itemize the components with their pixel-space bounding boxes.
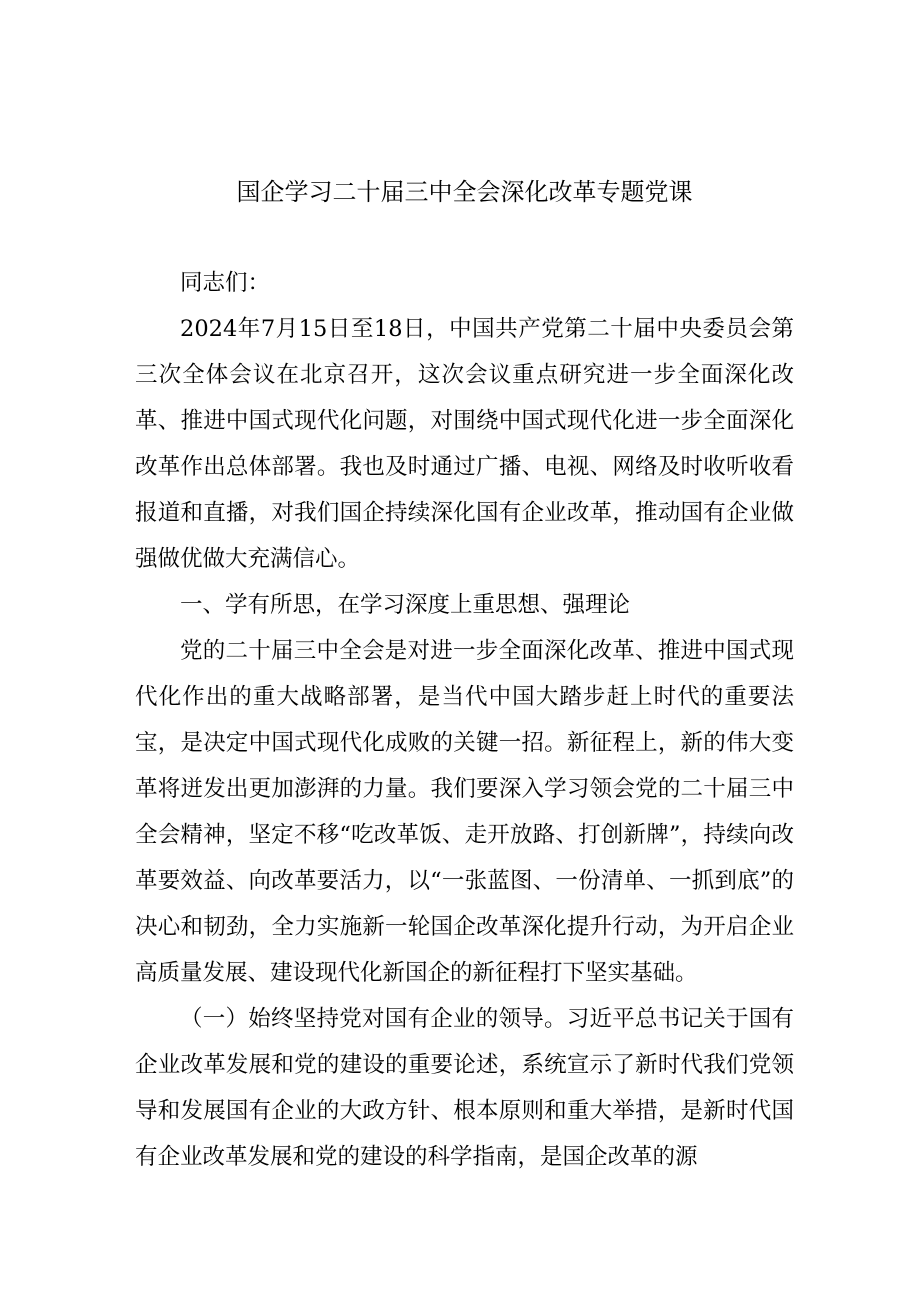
intro-paragraph: 2024年7月15日至18日，中国共产党第二十届中央委员会第三次全体会议在北京召开，这次会议重点研究进一步全面深化改革、推进中国式现代化问题，对围绕中国式现代化进一步全面深化改革作出总体部署。我也及时通过广播、电视、网络及时收听收看报道和直播，对我们国企持续深化国有企业改革，推动国有企业做强做优做大充满信心。 [135,316,794,572]
greeting: 同志们： [180,270,271,296]
section-heading: 一、学有所思，在学习深度上重思想、强理论 [180,592,631,618]
section-paragraph: 党的二十届三中全会是对进一步全面深化改革、推进中国式现代化作出的重大战略部署，是当代中国大踏步赶上时代的重要法宝，是决定中国式现代化成败的关键一招。新征程上，新的伟大变革将迸发出更加澎湃的力量。我们要深入学习领会党的二十届三中全会精神，坚定不移“吃改革饭、走开放路、打创新牌”，持续向改革要效益、向改革要活力，以“一张蓝图、一份清单、一抓到底”的决心和韧劲，全力实施新一轮国企改革深化提升行动，为开启企业高质量发展、建设现代化新国企的新征程打下坚实基础。 [135,638,794,986]
subsection-paragraph: （一）始终坚持党对国有企业的领导。习近平总书记关于国有企业改革发展和党的建设的重要论述，系统宣示了新时代我们党领导和发展国有企业的大政方针、根本原则和重大举措，是新时代国有企业改革发展和党的建设的科学指南，是国企改革的源 [135,1006,794,1170]
document-body [135,260,794,1180]
document-title: 国企学习二十届三中全会深化改革专题党课 [236,178,693,206]
